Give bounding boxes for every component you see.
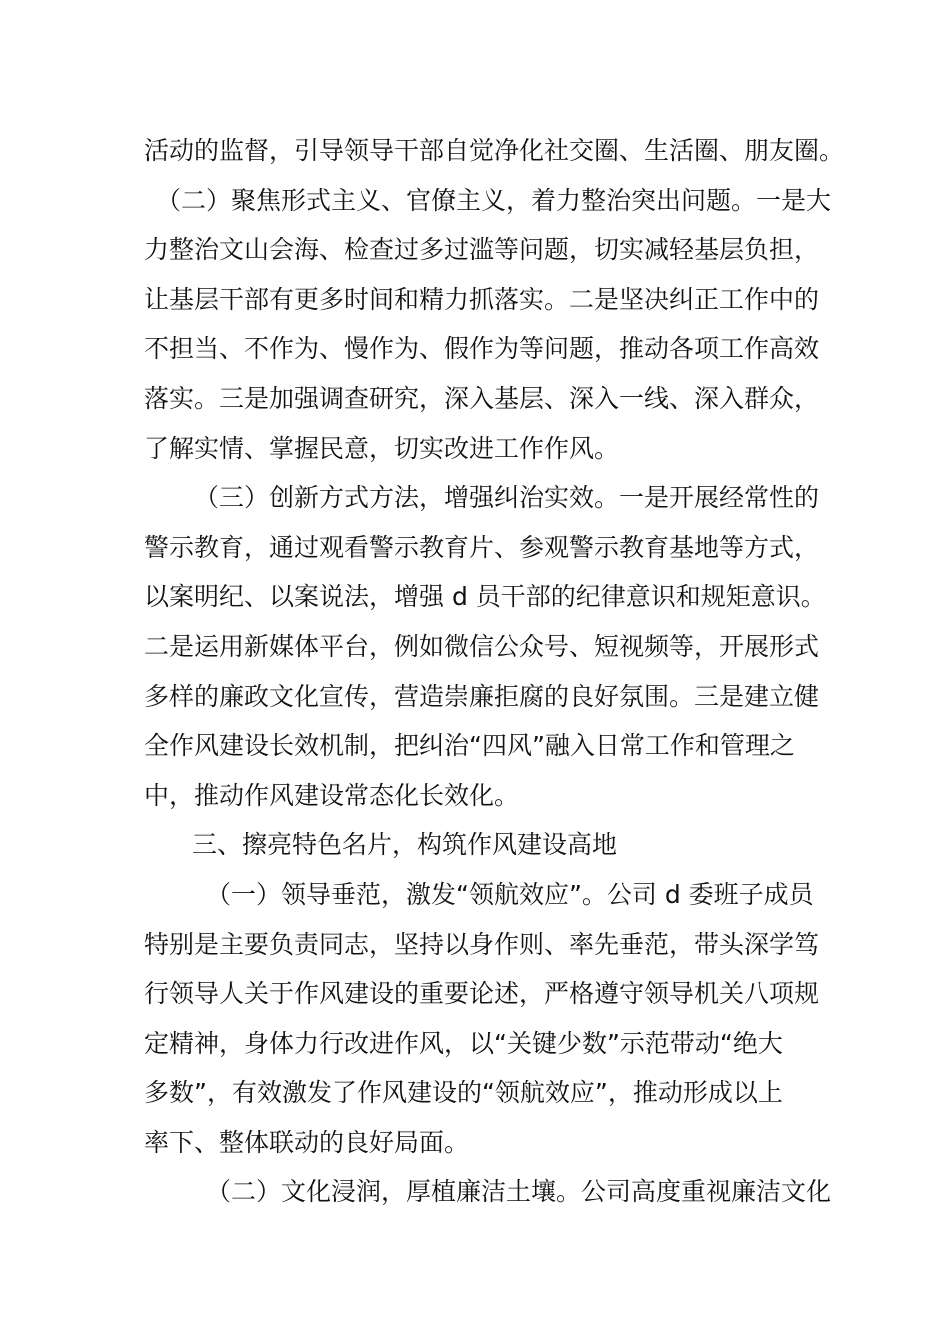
section-heading-1: （一）领导垂范，激发“领航效应”。公司 d 委班子成员 — [206, 879, 814, 909]
text-line: 多数”，有效激发了作风建设的“领航效应”，推动形成以上 — [144, 1078, 783, 1108]
text-line: 落实。三是加强调查研究，深入基层、深入一线、深入群众， — [144, 383, 820, 413]
text-line: 率下、整体联动的良好局面。 — [144, 1127, 470, 1157]
text-line: 力整治文山会海、检查过多过滥等问题，切实减轻基层负担， — [144, 235, 820, 265]
section-heading-2b: （二）文化浸润，厚植廉洁土壤。公司高度重视廉洁文化 — [206, 1177, 832, 1207]
text-line: 警示教育，通过观看警示教育片、参观警示教育基地等方式， — [144, 532, 820, 562]
text-line: 二是运用新媒体平台，例如微信公众号、短视频等，开展形式 — [144, 631, 820, 661]
section-heading-2: （二）聚焦形式主义、官僚主义，着力整治突出问题。一是大 — [156, 185, 832, 215]
text-line: 了解实情、掌握民意，切实改进工作作风。 — [144, 433, 620, 463]
text-line: 中，推动作风建设常态化长效化。 — [144, 780, 520, 810]
text-line: 活动的监督，引导领导干部自觉净化社交圈、生活圈、朋友圈。 — [144, 136, 845, 165]
text-line: 特别是主要负责同志，坚持以身作则、率先垂范，带头深学笃 — [144, 929, 820, 959]
text-line: 行领导人关于作风建设的重要论述，严格遵守领导机关八项规 — [144, 979, 820, 1009]
chapter-heading: 三、擦亮特色名片，构筑作风建设高地 — [192, 830, 618, 860]
text-line: 不担当、不作为、慢作为、假作为等问题，推动各项工作高效 — [144, 334, 820, 364]
text-line: 全作风建设长效机制，把纠治“四风”融入日常工作和管理之 — [144, 731, 795, 761]
section-heading-3: （三）创新方式方法，增强纠治实效。一是开展经常性的 — [194, 483, 820, 513]
text-line: 多样的廉政文化宣传，营造崇廉拒腐的良好氛围。三是建立健 — [144, 681, 820, 711]
text-line: 定精神，身体力行改进作风，以“关键少数”示范带动“绝大 — [144, 1028, 783, 1058]
text-line: 以案明纪、以案说法，增强 d 员干部的纪律意识和规矩意识。 — [144, 582, 826, 612]
text-line: 让基层干部有更多时间和精力抓落实。二是坚决纠正工作中的 — [144, 284, 820, 314]
document-body — [144, 126, 845, 1217]
